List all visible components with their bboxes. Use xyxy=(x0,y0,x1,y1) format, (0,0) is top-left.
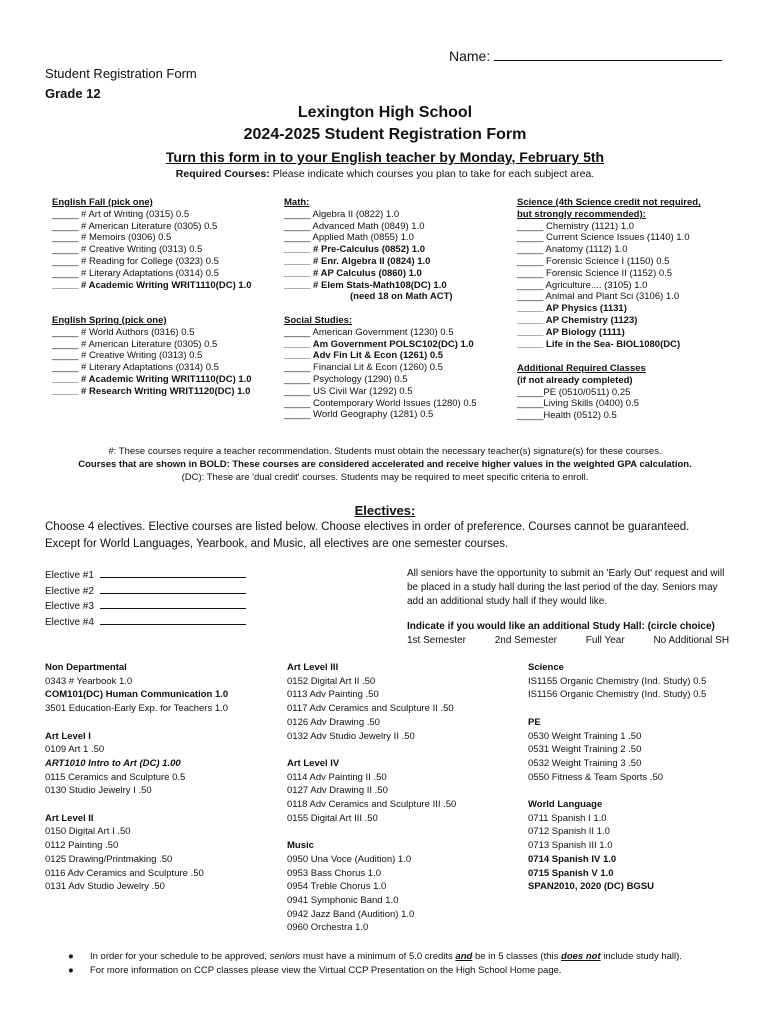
catalog-course: 0713 Spanish III 1.0 xyxy=(528,840,613,852)
additional-required-section xyxy=(517,363,646,422)
catalog-course: 0960 Orchestra 1.0 xyxy=(287,922,369,934)
course-option[interactable]: _____ US Civil War (1292) 0.5 xyxy=(284,385,413,397)
catalog-course: 0712 Spanish II 1.0 xyxy=(528,826,610,838)
bullet-icon: ● xyxy=(68,965,74,976)
catalog-course: 3501 Education-Early Exp. for Teachers 1.0 xyxy=(45,703,229,715)
study-hall-option[interactable]: Full Year xyxy=(585,635,625,646)
catalog-course: 0152 Digital Art II .50 xyxy=(287,675,376,687)
course-option[interactable]: _____ Advanced Math (0849) 1.0 xyxy=(284,220,425,232)
note-text: In order for your schedule to be approved, xyxy=(90,951,270,962)
grade-label: Grade 12 xyxy=(45,86,101,101)
course-option[interactable]: _____ Financial Lit & Econ (1260) 0.5 xyxy=(284,362,443,374)
catalog-course: 0954 Treble Chorus 1.0 xyxy=(287,881,387,893)
math-heading: Math: xyxy=(284,197,310,208)
name-input-line[interactable] xyxy=(494,47,722,61)
additional-heading: Additional Required Classes xyxy=(517,363,646,374)
course-option[interactable]: _____ # Literary Adaptations (0314) 0.5 xyxy=(52,267,219,279)
course-option[interactable]: _____ # Elem Stats-Math108(DC) 1.0 xyxy=(284,279,447,291)
school-title: Lexington High School xyxy=(297,104,473,121)
catalog-course: 0343 # Yearbook 1.0 xyxy=(45,675,133,687)
study-hall-options xyxy=(407,635,755,646)
art-level-2-heading: Art Level II xyxy=(45,812,94,824)
note-text: include study hall). xyxy=(600,951,682,962)
catalog-course: 0118 Adv Ceramics and Sculpture III .50 xyxy=(287,799,457,811)
bold-courses-note: Courses that are shown in BOLD: These courses are considered accelerated and receive higher values in the weighted GPA calculation. xyxy=(78,459,692,470)
early-out-info: All seniors have the opportunity to submit an 'Early Out' request and will be placed in a study hall during the last period of the day. Seniors may add an additional study hall if they would like. xyxy=(407,568,725,607)
catalog-course: 0550 Fitness & Team Sports .50 xyxy=(528,771,664,783)
course-option[interactable]: _____ # Enr. Algebra II (0824) 1.0 xyxy=(284,255,431,267)
act-requirement-note: (need 18 on Math ACT) xyxy=(350,291,453,303)
english-spring-section xyxy=(52,315,252,398)
catalog-course: 0950 Una Voce (Audition) 1.0 xyxy=(287,853,412,865)
elective-label: Elective #1 xyxy=(45,570,94,581)
dual-credit-note: (DC): These are 'dual credit' courses. Students may be required to meet specific criteria to enroll. xyxy=(181,472,589,483)
course-option[interactable]: _____ Adv Fin Lit & Econ (1261) 0.5 xyxy=(284,350,444,362)
catalog-course: 0941 Symphonic Band 1.0 xyxy=(287,894,399,906)
elective-input-line[interactable] xyxy=(100,614,246,625)
catalog-course: SPAN2010, 2020 (DC) BGSU xyxy=(528,881,655,893)
footer-notes xyxy=(68,950,682,978)
world-language-heading: World Language xyxy=(528,799,603,810)
catalog-course: 0117 Adv Ceramics and Sculpture II .50 xyxy=(287,703,454,715)
course-option[interactable]: _____ Am Government POLSC102(DC) 1.0 xyxy=(284,338,474,350)
catalog-course: 0942 Jazz Band (Audition) 1.0 xyxy=(287,908,415,920)
required-label: Required Courses: xyxy=(175,168,270,180)
course-option[interactable]: _____ # Art of Writing (0315) 0.5 xyxy=(52,208,190,220)
catalog-course: 0126 Adv Drawing .50 xyxy=(287,716,380,728)
catalog-course: IS1155 Organic Chemistry (Ind. Study) 0.5 xyxy=(528,675,707,687)
course-option[interactable]: _____ Forensic Science I (1150) 0.5 xyxy=(517,255,670,267)
course-option[interactable]: _____ Forensic Science II (1152) 0.5 xyxy=(517,267,673,279)
course-option[interactable]: _____ Anatomy (1112) 1.0 xyxy=(517,244,628,256)
course-option[interactable]: _____ Algebra II (0822) 1.0 xyxy=(284,208,400,220)
catalog-course: 0711 Spanish I 1.0 xyxy=(528,812,607,824)
course-option[interactable]: _____ # Literary Adaptations (0314) 0.5 xyxy=(52,362,219,374)
catalog-course: 0109 Art 1 .50 xyxy=(45,744,105,756)
turn-in-instruction: Turn this form in to your English teacher by Monday, February 5th xyxy=(165,149,605,165)
catalog-course: 0715 Spanish V 1.0 xyxy=(528,867,614,879)
catalog-course: 0115 Ceramics and Sculpture 0.5 xyxy=(45,771,186,783)
elective-row xyxy=(45,583,246,599)
course-notes xyxy=(0,445,770,484)
science-heading-cont: but strongly recommended): xyxy=(517,208,646,220)
form-title: 2024-2025 Student Registration Form xyxy=(243,126,527,143)
catalog-course: 0150 Digital Art I .50 xyxy=(45,826,131,838)
catalog-course: 0127 Adv Drawing II .50 xyxy=(287,785,388,797)
course-option[interactable]: _____ Current Science Issues (1140) 1.0 xyxy=(517,232,690,244)
catalog-course: 0532 Weight Training 3 .50 xyxy=(528,757,642,769)
catalog-course: 0714 Spanish IV 1.0 xyxy=(528,853,617,865)
course-option[interactable]: _____ AP Physics (1131) xyxy=(517,303,627,315)
social-studies-heading: Social Studies: xyxy=(284,315,353,326)
note-text: must have a minimum of 5.0 credits xyxy=(300,951,456,962)
catalog-course: COM101(DC) Human Communication 1.0 xyxy=(45,689,229,701)
course-option[interactable]: _____ # Memoirs (0306) 0.5 xyxy=(52,232,172,244)
catalog-course: 0530 Weight Training 1 .50 xyxy=(528,730,642,742)
elective-label: Elective #3 xyxy=(45,601,94,612)
course-option[interactable]: _____ American Government (1230) 0.5 xyxy=(284,326,454,338)
elective-row xyxy=(45,598,246,614)
english-fall-section xyxy=(52,197,252,291)
math-section xyxy=(284,197,453,303)
course-option[interactable]: _____ # Reading for College (0323) 0.5 xyxy=(52,255,219,267)
catalog-course: 0531 Weight Training 2 .50 xyxy=(528,744,642,756)
elective-label: Elective #4 xyxy=(45,616,94,628)
catalog-course: ART1010 Intro to Art (DC) 1.00 xyxy=(45,757,181,769)
course-option[interactable]: _____ # American Literature (0305) 0.5 xyxy=(52,338,218,350)
bullet-icon: ● xyxy=(68,951,74,962)
course-option[interactable]: _____ # Academic Writing WRIT1110(DC) 1.0 xyxy=(52,279,252,291)
elective-input-line[interactable] xyxy=(100,583,246,594)
form-label: Student Registration Form xyxy=(45,66,197,81)
catalog-course: 0155 Digital Art III .50 xyxy=(287,812,378,824)
catalog-course: 0132 Adv Studio Jewelry II .50 xyxy=(287,730,415,742)
science-section xyxy=(517,197,701,350)
social-studies-section xyxy=(284,315,477,421)
course-option[interactable]: _____ # Creative Writing (0313) 0.5 xyxy=(52,244,203,256)
required-text: Please indicate which courses you plan to take for each subject area. xyxy=(269,168,595,180)
course-option[interactable]: _____Living Skills (0400) 0.5 xyxy=(517,398,639,410)
catalog-course: 0131 Adv Studio Jewelry .50 xyxy=(45,881,165,893)
course-option[interactable]: _____ Life in the Sea- BIOL1080(DC) xyxy=(517,338,681,350)
course-option[interactable]: _____ Contemporary World Issues (1280) 0.5 xyxy=(284,397,477,409)
electives-instructions: Choose 4 electives. Elective courses are listed below. Choose electives in order of preference. Courses cannot be guaranteed. Except for World Languages, Yearbook, and Music, all electives are one semester courses. xyxy=(45,521,690,550)
course-option[interactable]: _____Health (0512) 0.5 xyxy=(517,410,617,422)
elective-input-line[interactable] xyxy=(100,598,246,609)
course-option[interactable]: _____ Psychology (1290) 0.5 xyxy=(284,373,408,385)
course-option[interactable]: _____ # World Authors (0316) 0.5 xyxy=(52,326,195,338)
course-option[interactable]: _____ # Creative Writing (0313) 0.5 xyxy=(52,350,203,362)
note-text: does not xyxy=(561,951,601,962)
name-label: Name: xyxy=(449,48,491,64)
catalog-column-1 xyxy=(45,661,228,894)
course-option[interactable]: _____ Agriculture.... (3105) 1.0 xyxy=(517,279,648,291)
catalog-course: 0114 Adv Painting II .50 xyxy=(287,771,387,783)
course-option[interactable]: _____ # AP Calculus (0860) 1.0 xyxy=(284,267,422,279)
required-courses-note xyxy=(0,168,770,180)
catalog-course: 0130 Studio Jewelry I .50 xyxy=(45,785,152,797)
art-level-1-heading: Art Level I xyxy=(45,730,91,742)
course-option[interactable]: _____ Applied Math (0855) 1.0 xyxy=(284,232,414,244)
course-option[interactable]: _____ Animal and Plant Sci (3106) 1.0 xyxy=(517,291,680,303)
course-option[interactable]: _____ # Research Writing WRIT1120(DC) 1.0 xyxy=(52,385,251,397)
course-option[interactable]: _____ # American Literature (0305) 0.5 xyxy=(52,220,218,232)
ccp-info-note xyxy=(68,964,682,978)
study-hall-option[interactable]: 2nd Semester xyxy=(494,635,557,646)
note-text: seniors xyxy=(269,951,301,962)
catalog-course: 0113 Adv Painting .50 xyxy=(287,689,379,701)
electives-heading: Electives: xyxy=(354,503,416,518)
note-text: be in 5 classes (this xyxy=(472,951,562,962)
course-option[interactable]: _____PE (0510/0511) 0.25 xyxy=(517,386,631,398)
elective-row xyxy=(45,567,246,583)
course-option[interactable]: _____ # Academic Writing WRIT1110(DC) 1.0 xyxy=(52,373,252,385)
elective-choices xyxy=(45,567,246,629)
study-hall-option[interactable]: 1st Semester xyxy=(407,635,466,646)
course-option[interactable]: _____ AP Chemistry (1123) xyxy=(517,314,638,326)
name-field[interactable] xyxy=(449,47,722,64)
english-fall-heading: English Fall (pick one) xyxy=(52,197,153,208)
elective-row xyxy=(45,614,246,630)
non-departmental-heading: Non Departmental xyxy=(45,662,127,673)
credit-requirement-note xyxy=(68,950,682,964)
catalog-course: IS1156 Organic Chemistry (Ind. Study) 0.5 xyxy=(528,689,707,701)
catalog-course: 0116 Adv Ceramics and Sculpture .50 xyxy=(45,867,204,879)
note-text: and xyxy=(455,951,473,962)
study-hall-prompt: Indicate if you would like an additional Study Hall: (circle choice) xyxy=(407,621,715,632)
art-level-3-heading: Art Level III xyxy=(287,662,339,673)
science-electives-heading: Science xyxy=(528,662,564,673)
study-hall-option[interactable]: No Additional SH xyxy=(653,635,730,646)
course-option[interactable]: _____ # Pre-Calculus (0852) 1.0 xyxy=(284,244,426,256)
course-option[interactable]: _____ Chemistry (1121) 1.0 xyxy=(517,220,635,232)
catalog-course: 0112 Painting .50 xyxy=(45,840,119,852)
catalog-column-3 xyxy=(528,661,706,894)
additional-subheading: (if not already completed) xyxy=(517,374,633,386)
catalog-course: 0125 Drawing/Printmaking .50 xyxy=(45,853,173,865)
course-option[interactable]: _____ AP Biology (1111) xyxy=(517,326,625,338)
science-heading: Science (4th Science credit not required, xyxy=(517,197,701,208)
note-text: For more information on CCP classes please view the Virtual CCP Presentation on the High School Home page. xyxy=(90,965,562,976)
elective-label: Elective #2 xyxy=(45,585,94,597)
course-option[interactable]: _____ World Geography (1281) 0.5 xyxy=(284,409,434,421)
art-level-4-heading: Art Level IV xyxy=(287,757,340,769)
music-heading: Music xyxy=(287,840,314,852)
recommendation-note: #: These courses require a teacher recommendation. Students must obtain the necessary teacher(s) signature(s) for these courses. xyxy=(108,446,662,457)
elective-input-line[interactable] xyxy=(100,567,246,578)
catalog-column-2 xyxy=(287,661,456,935)
english-spring-heading: English Spring (pick one) xyxy=(52,315,167,326)
catalog-course: 0953 Bass Chorus 1.0 xyxy=(287,867,382,879)
pe-heading: PE xyxy=(528,716,541,728)
